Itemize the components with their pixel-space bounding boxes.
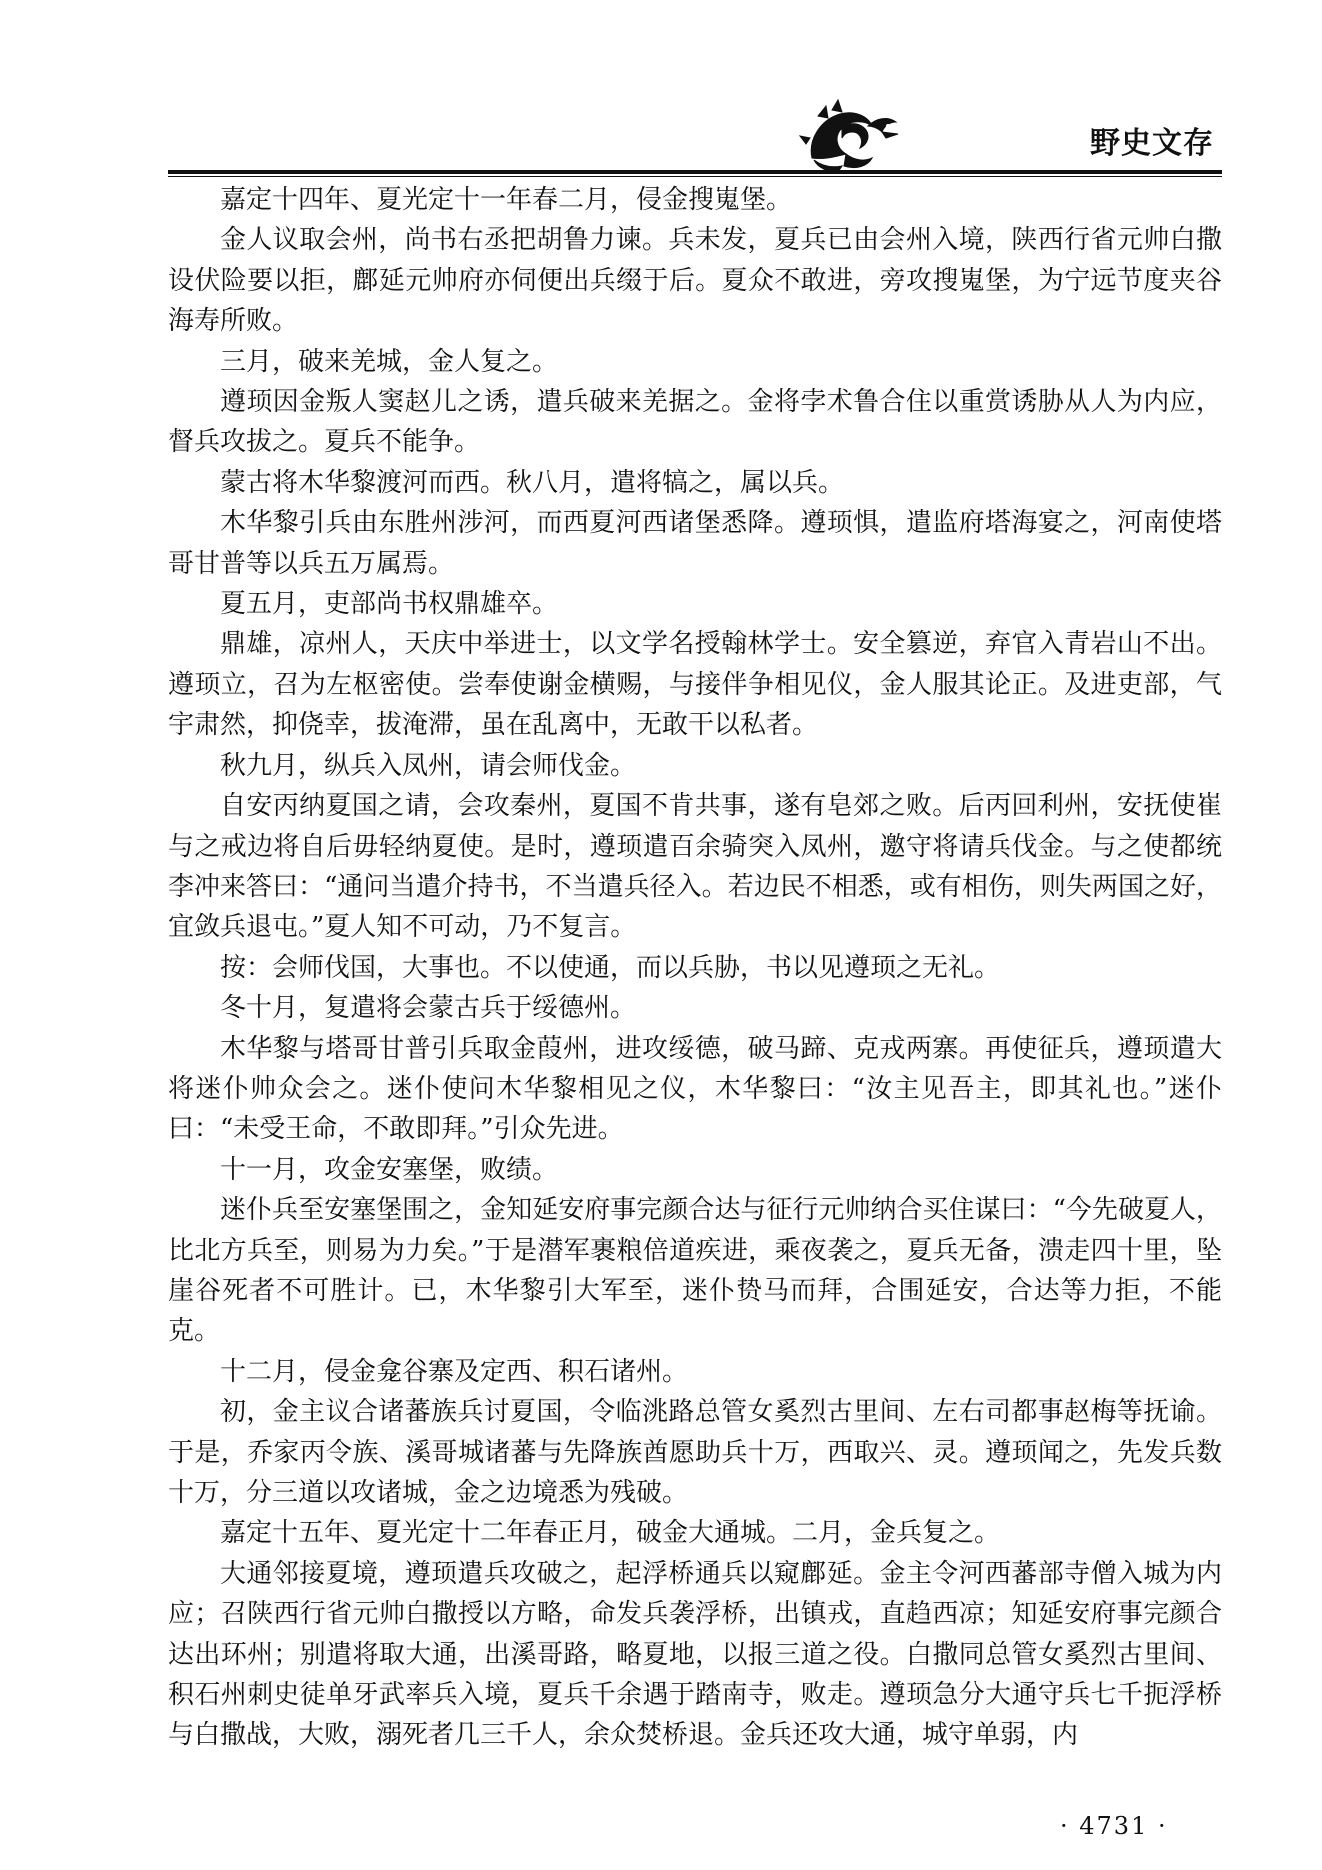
- paragraph: 金人议取会州，尚书右丞把胡鲁力谏。兵未发，夏兵已由会州入境，陕西行省元帅白撒设伏险要以拒，鄜延元帅府亦伺便出兵缀于后。夏众不敢进，旁攻搜嵬堡，为宁远节度夹谷海寿所败。: [168, 225, 1222, 337]
- paragraph: 大通邻接夏境，遵顼遣兵攻破之，起浮桥通兵以窥鄜延。金主令河西蕃部寺僧入城为内应；召陕西行省元帅白撒授以方略，命发兵袭浮桥，出镇戎，直趋西凉；知延安府事完颜合达出环州；别遣将取大通，出溪哥路，略夏地，以报三道之役。白撒同总管女奚烈古里间、积石州刺史徒单牙武率兵入境，夏兵千余遇于踏南寺，败走。遵顼急分大通守兵七千扼浮桥与白撒战，大败，溺死者几三千人，余众焚桥退。金兵还攻大通，城守单弱，内: [168, 1558, 1222, 1751]
- running-header: [168, 96, 1222, 176]
- page-number: · 4731 ·: [1060, 1812, 1168, 1840]
- body-text: [168, 180, 1222, 1756]
- paragraph: 夏五月，吏部尚书权鼎雄卒。: [220, 589, 559, 620]
- paragraph: 嘉定十四年、夏光定十一年春二月，侵金搜嵬堡。: [220, 185, 793, 215]
- series-title: 野史文存: [1090, 126, 1214, 161]
- dragon-emblem-icon: [798, 96, 908, 174]
- paragraph: 冬十月，复遣将会蒙古兵于绥德州。: [220, 993, 637, 1024]
- paragraph: 鼎雄，凉州人，天庆中举进士，以文学名授翰林学士。安全篡逆，弃官入青岩山不出。遵顼立，召为左枢密使。尝奉使谢金横赐，与接伴争相见仪，金人服其论正。及进吏部，气宇肃然，抑侥幸，拔淹滞，虽在乱离中，无敢干以私者。: [168, 629, 1222, 741]
- paragraph: 木华黎引兵由东胜州涉河，而西夏河西诸堡悉降。遵顼惧，遣监府塔海宴之，河南使塔哥甘普等以兵五万属焉。: [168, 508, 1222, 579]
- paragraph: 秋九月，纵兵入凤州，请会师伐金。: [220, 750, 637, 781]
- paragraph: 初，金主议合诸蕃族兵讨夏国，令临洮路总管女奚烈古里间、左右司都事赵梅等抚谕。于是，乔家丙令族、溪哥城诸蕃与先降族酋愿助兵十万，西取兴、灵。遵顼闻之，先发兵数十万，分三道以攻诸城，金之边境悉为残破。: [168, 1397, 1222, 1508]
- paragraph: 按：会师伐国，大事也。不以使通，而以兵胁，书以见遵顼之无礼。: [220, 952, 1001, 983]
- header-rule-thin: [168, 176, 1222, 177]
- paragraph: 十一月，攻金安塞堡，败绩。: [220, 1154, 559, 1185]
- paragraph: 蒙古将木华黎渡河而西。秋八月，遣将犒之，属以兵。: [220, 467, 845, 498]
- paragraph: 三月，破来羌城，金人复之。: [220, 346, 559, 377]
- paragraph: 迷仆兵至安塞堡围之，金知延安府事完颜合达与征行元帅纳合买住谋曰：“今先破夏人，比北方兵至，则易为力矣。”于是潜军裹粮倍道疾进，乘夜袭之，夏兵无备，溃走四十里，坠崖谷死者不可胜计。已，木华黎引大军至，迷仆贽马而拜，合围延安，合达等力拒，不能克。: [168, 1195, 1222, 1347]
- paragraph: 自安丙纳夏国之请，会攻秦州，夏国不肯共事，遂有皂郊之败。后丙回利州，安抚使崔与之戒边将自后毋轻纳夏使。是时，遵顼遣百余骑突入凤州，邀守将请兵伐金。与之使都统李冲来答曰：“通问当遣介持书，不当遣兵径入。若边民不相悉，或有相伤，则失两国之好，宜敛兵退屯。”夏人知不可动，乃不复言。: [168, 791, 1222, 943]
- paragraph: 嘉定十五年、夏光定十二年春正月，破金大通城。二月，金兵复之。: [220, 1518, 1001, 1549]
- paragraph: 十二月，侵金龛谷寨及定西、积石诸州。: [220, 1356, 689, 1387]
- paragraph: 遵顼因金叛人窦赵儿之诱，遣兵破来羌据之。金将孛术鲁合住以重赏诱胁从人为内应，督兵攻拔之。夏兵不能争。: [168, 387, 1222, 458]
- header-rule-thick: [168, 170, 1222, 174]
- paragraph: 木华黎与塔哥甘普引兵取金葭州，进攻绥德，破马蹄、克戎两寨。再使征兵，遵顼遣大将迷仆帅众会之。迷仆使问木华黎相见之仪，木华黎曰：“汝主见吾主，即其礼也。”迷仆曰：“未受王命，不敢即拜。”引众先进。: [168, 1033, 1222, 1145]
